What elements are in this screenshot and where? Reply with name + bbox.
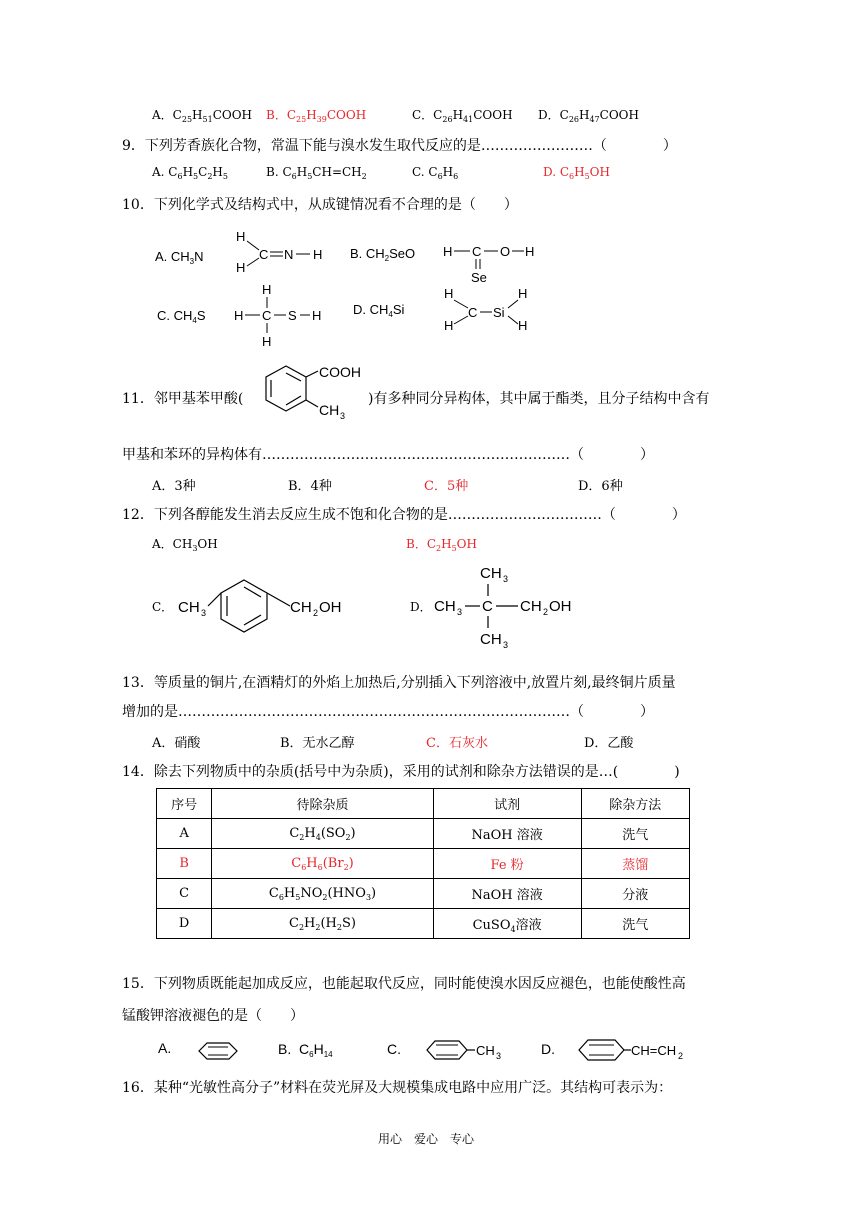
table-row-answer bbox=[157, 849, 690, 879]
q10-option-a: A. $CH_3N$ bbox=[155, 249, 204, 266]
ch3-label: CH bbox=[319, 402, 340, 418]
q10-b-structure bbox=[440, 238, 540, 284]
atom-h: H bbox=[444, 286, 454, 301]
atom-h: H bbox=[236, 260, 246, 275]
atom-c: C bbox=[468, 305, 478, 320]
ch3-subscript: 3 bbox=[496, 1051, 502, 1061]
ch3-subscript: 3 bbox=[503, 574, 509, 584]
q13-stem-2: 增加的是…………………………………………………………………………（ ） bbox=[122, 704, 654, 720]
row-method: 分液 bbox=[581, 879, 689, 909]
ch3-subscript: 3 bbox=[503, 640, 509, 650]
q15-stem: 15．下列物质既能起加成反应，也能起取代反应，同时能使溴水因反应褪色，也能使酸性高 bbox=[122, 976, 686, 992]
oh-label: OH bbox=[319, 599, 342, 616]
q11-stem-post: )有多种同分异构体，其中属于酯类，且分子结构中含有 bbox=[368, 391, 710, 407]
atom-h: H bbox=[518, 318, 528, 333]
row-id: B bbox=[157, 849, 212, 879]
row-reagent: Fe 粉 bbox=[433, 849, 581, 879]
q15-stem-2: 锰酸钾溶液褪色的是（ ） bbox=[122, 1008, 304, 1024]
q9-option-d-answer: D. $C_6H_5OH$ bbox=[543, 165, 610, 181]
q12-option-d: D． bbox=[410, 600, 432, 614]
ch2oh-label: CH bbox=[290, 599, 312, 616]
table-header-row bbox=[157, 789, 690, 819]
table-header-cell: 试剂 bbox=[433, 789, 581, 819]
table-header-cell: 序号 bbox=[157, 789, 212, 819]
ch3-label: CH bbox=[434, 598, 456, 615]
table-header-cell: 除杂方法 bbox=[581, 789, 689, 819]
q15-c-toluene bbox=[424, 1037, 508, 1063]
table-row bbox=[157, 909, 690, 939]
atom-c: C bbox=[472, 244, 482, 259]
table-header-cell: 待除杂质 bbox=[212, 789, 433, 819]
ch3-subscript: 3 bbox=[457, 607, 463, 617]
row-substance: $C_2H_4(SO_2)$ bbox=[212, 819, 433, 849]
q12-c-structure bbox=[176, 574, 356, 650]
atom-s: S bbox=[288, 308, 297, 323]
q15-option-c: C. bbox=[387, 1041, 401, 1057]
q11-o-toluic-acid-structure bbox=[256, 360, 368, 422]
row-substance: $C_2H_2(H_2S)$ bbox=[212, 909, 433, 939]
q15-d-styrene bbox=[576, 1036, 688, 1064]
q15-a-benzene bbox=[196, 1040, 242, 1062]
atom-h: H bbox=[525, 244, 535, 259]
q12-option-c: C． bbox=[152, 600, 174, 614]
q14-stem: 14．除去下列物质中的杂质(括号中为杂质)，采用的试剂和除杂方法错误的是…( ) bbox=[122, 764, 680, 780]
atom-h: H bbox=[236, 229, 246, 244]
row-method: 洗气 bbox=[581, 819, 689, 849]
atom-h: H bbox=[313, 247, 323, 262]
carbon-label: C bbox=[482, 598, 493, 615]
oh-label: OH bbox=[549, 598, 572, 615]
row-reagent: NaOH 溶液 bbox=[433, 819, 581, 849]
atom-c: C bbox=[262, 308, 272, 323]
ch2-subscript: 2 bbox=[678, 1051, 684, 1061]
q13-option-a: A．硝酸 bbox=[152, 736, 201, 751]
q9-option-c: C. $C_6H_6$ bbox=[412, 165, 459, 181]
ch3-label: CH bbox=[178, 599, 200, 616]
vinyl-label: CH=CH bbox=[631, 1043, 677, 1058]
q8-option-a: A．$C_{25}H_{51}COOH$ bbox=[152, 108, 253, 124]
q11-option-a: A．3种 bbox=[152, 479, 196, 494]
atom-h: H bbox=[262, 282, 272, 297]
q12-option-b-answer: B．$C_2H_5OH$ bbox=[406, 537, 477, 553]
row-id: C bbox=[157, 879, 212, 909]
q10-stem: 10．下列化学式及结构式中，从成键情况看不合理的是（ ） bbox=[122, 197, 518, 213]
q9-option-b: B. $C_6H_5CH=CH_2$ bbox=[266, 165, 367, 181]
ch2-subscript: 2 bbox=[543, 607, 549, 617]
q10-option-c: C. $CH_4S$ bbox=[157, 308, 206, 325]
ch3-label: CH bbox=[480, 565, 502, 582]
q12-option-a: A．$CH_3OH$ bbox=[152, 537, 218, 553]
atom-h: H bbox=[518, 286, 528, 301]
ch2-subscript: 2 bbox=[313, 608, 319, 618]
atom-h: H bbox=[312, 308, 322, 323]
q11-stem-pre: 11．邻甲基苯甲酸( bbox=[122, 391, 244, 407]
q9-option-a: A. $C_6H_5C_2H_5$ bbox=[152, 165, 228, 181]
q8-option-b-answer: B．$C_{25}H_{39}COOH$ bbox=[266, 108, 367, 124]
atom-n: N bbox=[284, 247, 294, 262]
atom-o: O bbox=[500, 244, 511, 259]
atom-h: H bbox=[234, 308, 244, 323]
q12-d-structure bbox=[432, 560, 582, 652]
q14-table bbox=[156, 788, 690, 939]
q15-option-a: A. bbox=[158, 1040, 172, 1056]
atom-c: C bbox=[259, 247, 269, 262]
page-footer: 用心 爱心 专心 bbox=[378, 1132, 475, 1146]
ch3-label: CH bbox=[476, 1043, 495, 1058]
row-id: A bbox=[157, 819, 212, 849]
row-method: 洗气 bbox=[581, 909, 689, 939]
row-reagent: CuSO$_4$溶液 bbox=[433, 909, 581, 939]
ch3-label: CH bbox=[480, 631, 502, 648]
row-substance: $C_6H_5NO_2(HNO_3)$ bbox=[212, 879, 433, 909]
table-row bbox=[157, 819, 690, 849]
atom-se: Se bbox=[471, 270, 487, 284]
q15-option-b: B. $C_6H_{14}$ bbox=[278, 1041, 333, 1059]
q13-option-d: D．乙酸 bbox=[584, 736, 634, 751]
ch3-subscript: 3 bbox=[201, 608, 207, 618]
ch2oh-label: CH bbox=[520, 598, 542, 615]
atom-h: H bbox=[443, 244, 453, 259]
q11-option-c-answer: C．5种 bbox=[424, 479, 469, 494]
q11-stem-2: 甲基和苯环的异构体有…………………………………………………………（ ） bbox=[122, 447, 654, 463]
q9-stem: 9．下列芳香族化合物，常温下能与溴水发生取代反应的是……………………（ ） bbox=[122, 138, 677, 154]
q10-d-structure bbox=[440, 282, 536, 338]
atom-h: H bbox=[444, 318, 454, 333]
q10-option-d: D. $CH_4Si$ bbox=[353, 302, 405, 319]
q13-stem: 13．等质量的铜片,在酒精灯的外焰上加热后,分别插入下列溶液中,放置片刻,最终铜片质量 bbox=[122, 675, 676, 691]
ch3-subscript: 3 bbox=[340, 411, 346, 421]
q11-option-d: D．6种 bbox=[578, 479, 623, 494]
q10-c-structure bbox=[230, 280, 330, 350]
row-method: 蒸馏 bbox=[581, 849, 689, 879]
atom-si: Si bbox=[493, 305, 505, 320]
table-row bbox=[157, 879, 690, 909]
q8-option-c: C．$C_{26}H_{41}COOH$ bbox=[412, 108, 513, 124]
q12-stem: 12．下列各醇能发生消去反应生成不饱和化合物的是……………………………（ ） bbox=[122, 507, 686, 523]
row-reagent: NaOH 溶液 bbox=[433, 879, 581, 909]
q11-option-b: B．4种 bbox=[288, 479, 332, 494]
q15-option-d: D. bbox=[541, 1041, 555, 1057]
q16-stem: 16．某种“光敏性高分子”材料在荧光屏及大规模集成电路中应用广泛。其结构可表示为： bbox=[122, 1080, 673, 1096]
q13-option-c-answer: C．石灰水 bbox=[426, 736, 488, 751]
q8-option-d: D．$C_{26}H_{47}COOH$ bbox=[538, 108, 639, 124]
q10-option-b: B. $CH_2SeO$ bbox=[350, 246, 416, 263]
row-id: D bbox=[157, 909, 212, 939]
row-substance: $C_6H_6(Br_2)$ bbox=[212, 849, 433, 879]
atom-h: H bbox=[262, 334, 272, 349]
q13-option-b: B．无水乙醇 bbox=[280, 736, 355, 751]
cooh-label: COOH bbox=[319, 364, 361, 380]
q10-a-structure bbox=[230, 224, 330, 280]
